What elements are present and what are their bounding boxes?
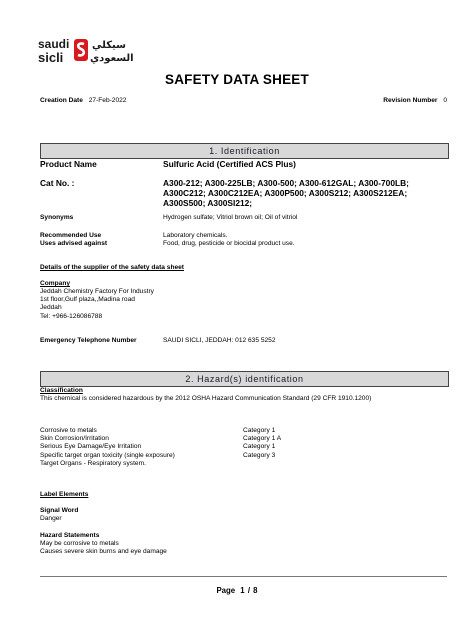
hazard-name: Corrosive to metals (40, 427, 97, 434)
target-organs: Target Organs - Respiratory system. (40, 459, 146, 467)
logo-emblem-icon (74, 39, 88, 61)
classification-text: This chemical is considered hazardous by the 2012 OSHA Hazard Communication Standard (29 CFR 1910.1200) (40, 395, 372, 402)
synonyms-value: Hydrogen sulfate; Vitriol brown oil; Oil of vitriol (163, 214, 298, 221)
cat-no-list (163, 178, 409, 208)
company-address-line: Jeddah (40, 304, 62, 312)
page-separator: / (247, 586, 250, 595)
product-name-label: Product Name (40, 159, 97, 169)
revision-number (383, 97, 447, 105)
footer-divider (40, 576, 447, 577)
supplier-details-heading: Details of the supplier of the safety data sheet (40, 264, 184, 271)
hazard-row (40, 460, 447, 468)
page-label: Page (216, 586, 236, 595)
hazard-category: Category 1 A (243, 435, 282, 443)
hazard-row (40, 435, 447, 443)
company-address-line: 1st floor,Gulf plaza,,Madina road (40, 296, 135, 304)
uses-advised-against-value: Food, drug, pesticide or biocidal product use. (163, 240, 295, 247)
company-address-line: Jeddah Chemistry Factory For Industry (40, 288, 154, 295)
saudi-sicli-logo (38, 36, 150, 64)
hazard-statement: May be corrosive to metals (40, 540, 119, 547)
signal-word-label: Signal Word (40, 507, 79, 514)
section-2-heading: 2. Hazard(s) identification (40, 371, 449, 387)
revision-number-value: 0 (443, 97, 447, 104)
hazard-name: Skin Corrosion/Irritation (40, 435, 109, 443)
classification-heading: Classification (40, 387, 83, 394)
page-total: 8 (253, 586, 258, 595)
signal-word-value: Danger (40, 515, 62, 522)
hazard-category: Category 1 (243, 443, 276, 451)
hazard-classification-table (40, 427, 447, 468)
company-address (40, 288, 154, 321)
emergency-telephone-value: SAUDI SICLI, JEDDAH: 012 635 5252 (163, 337, 276, 344)
logo-arabic-top: سيكلي (92, 40, 126, 51)
label-elements-heading: Label Elements (40, 491, 89, 498)
document-title: SAFETY DATA SHEET (165, 72, 309, 87)
creation-date-value: 27-Feb-2022 (88, 97, 127, 104)
uses-advised-against-label: Uses advised against (40, 240, 108, 247)
logo-graphic (38, 36, 150, 64)
cat-no-label: Cat No. : (40, 178, 75, 188)
company-heading: Company (40, 280, 71, 287)
hazard-name: Specific target organ toxicity (single exposure) (40, 451, 175, 459)
hazard-row (40, 427, 447, 435)
hazard-row (40, 452, 447, 460)
hazard-row (40, 443, 447, 451)
logo-latin-bottom: sicli (38, 50, 64, 64)
hazard-category: Category 3 (243, 451, 276, 459)
emergency-telephone-label: Emergency Telephone Number (40, 337, 137, 344)
page-number (0, 586, 474, 595)
hazard-category: Category 1 (243, 427, 276, 434)
section-1-heading: 1. Identification (40, 143, 449, 159)
page-current: 1 (240, 586, 245, 595)
hazard-statements-label: Hazard Statements (40, 532, 100, 539)
hazard-name: Serious Eye Damage/Eye Irritation (40, 443, 142, 451)
creation-date-label: Creation Date (40, 97, 83, 104)
creation-date (40, 97, 126, 105)
logo-arabic-bottom: السعودي (90, 53, 134, 64)
revision-number-label: Revision Number (383, 97, 438, 104)
synonyms-label: Synonyms (40, 214, 74, 221)
hazard-statements-list (40, 540, 167, 556)
product-name-value: Sulfuric Acid (Certified ACS Plus) (163, 159, 296, 169)
recommended-use-label: Recommended Use (40, 232, 102, 239)
company-phone: Tel: +966-126086788 (40, 312, 103, 320)
cat-no-line: A300C212; A300C212EA; A300P500; A300S212; A300S212EA; (163, 188, 408, 198)
cat-no-line: A300-212; A300-225LB; A300-500; A300-612GAL; A300-700LB; (163, 178, 409, 188)
recommended-use-value: Laboratory chemicals. (163, 232, 228, 239)
logo-latin-top: saudi (38, 37, 70, 51)
cat-no-line: A300S500; A300SI212; (163, 198, 253, 208)
hazard-statement: Causes severe skin burns and eye damage (40, 548, 167, 556)
